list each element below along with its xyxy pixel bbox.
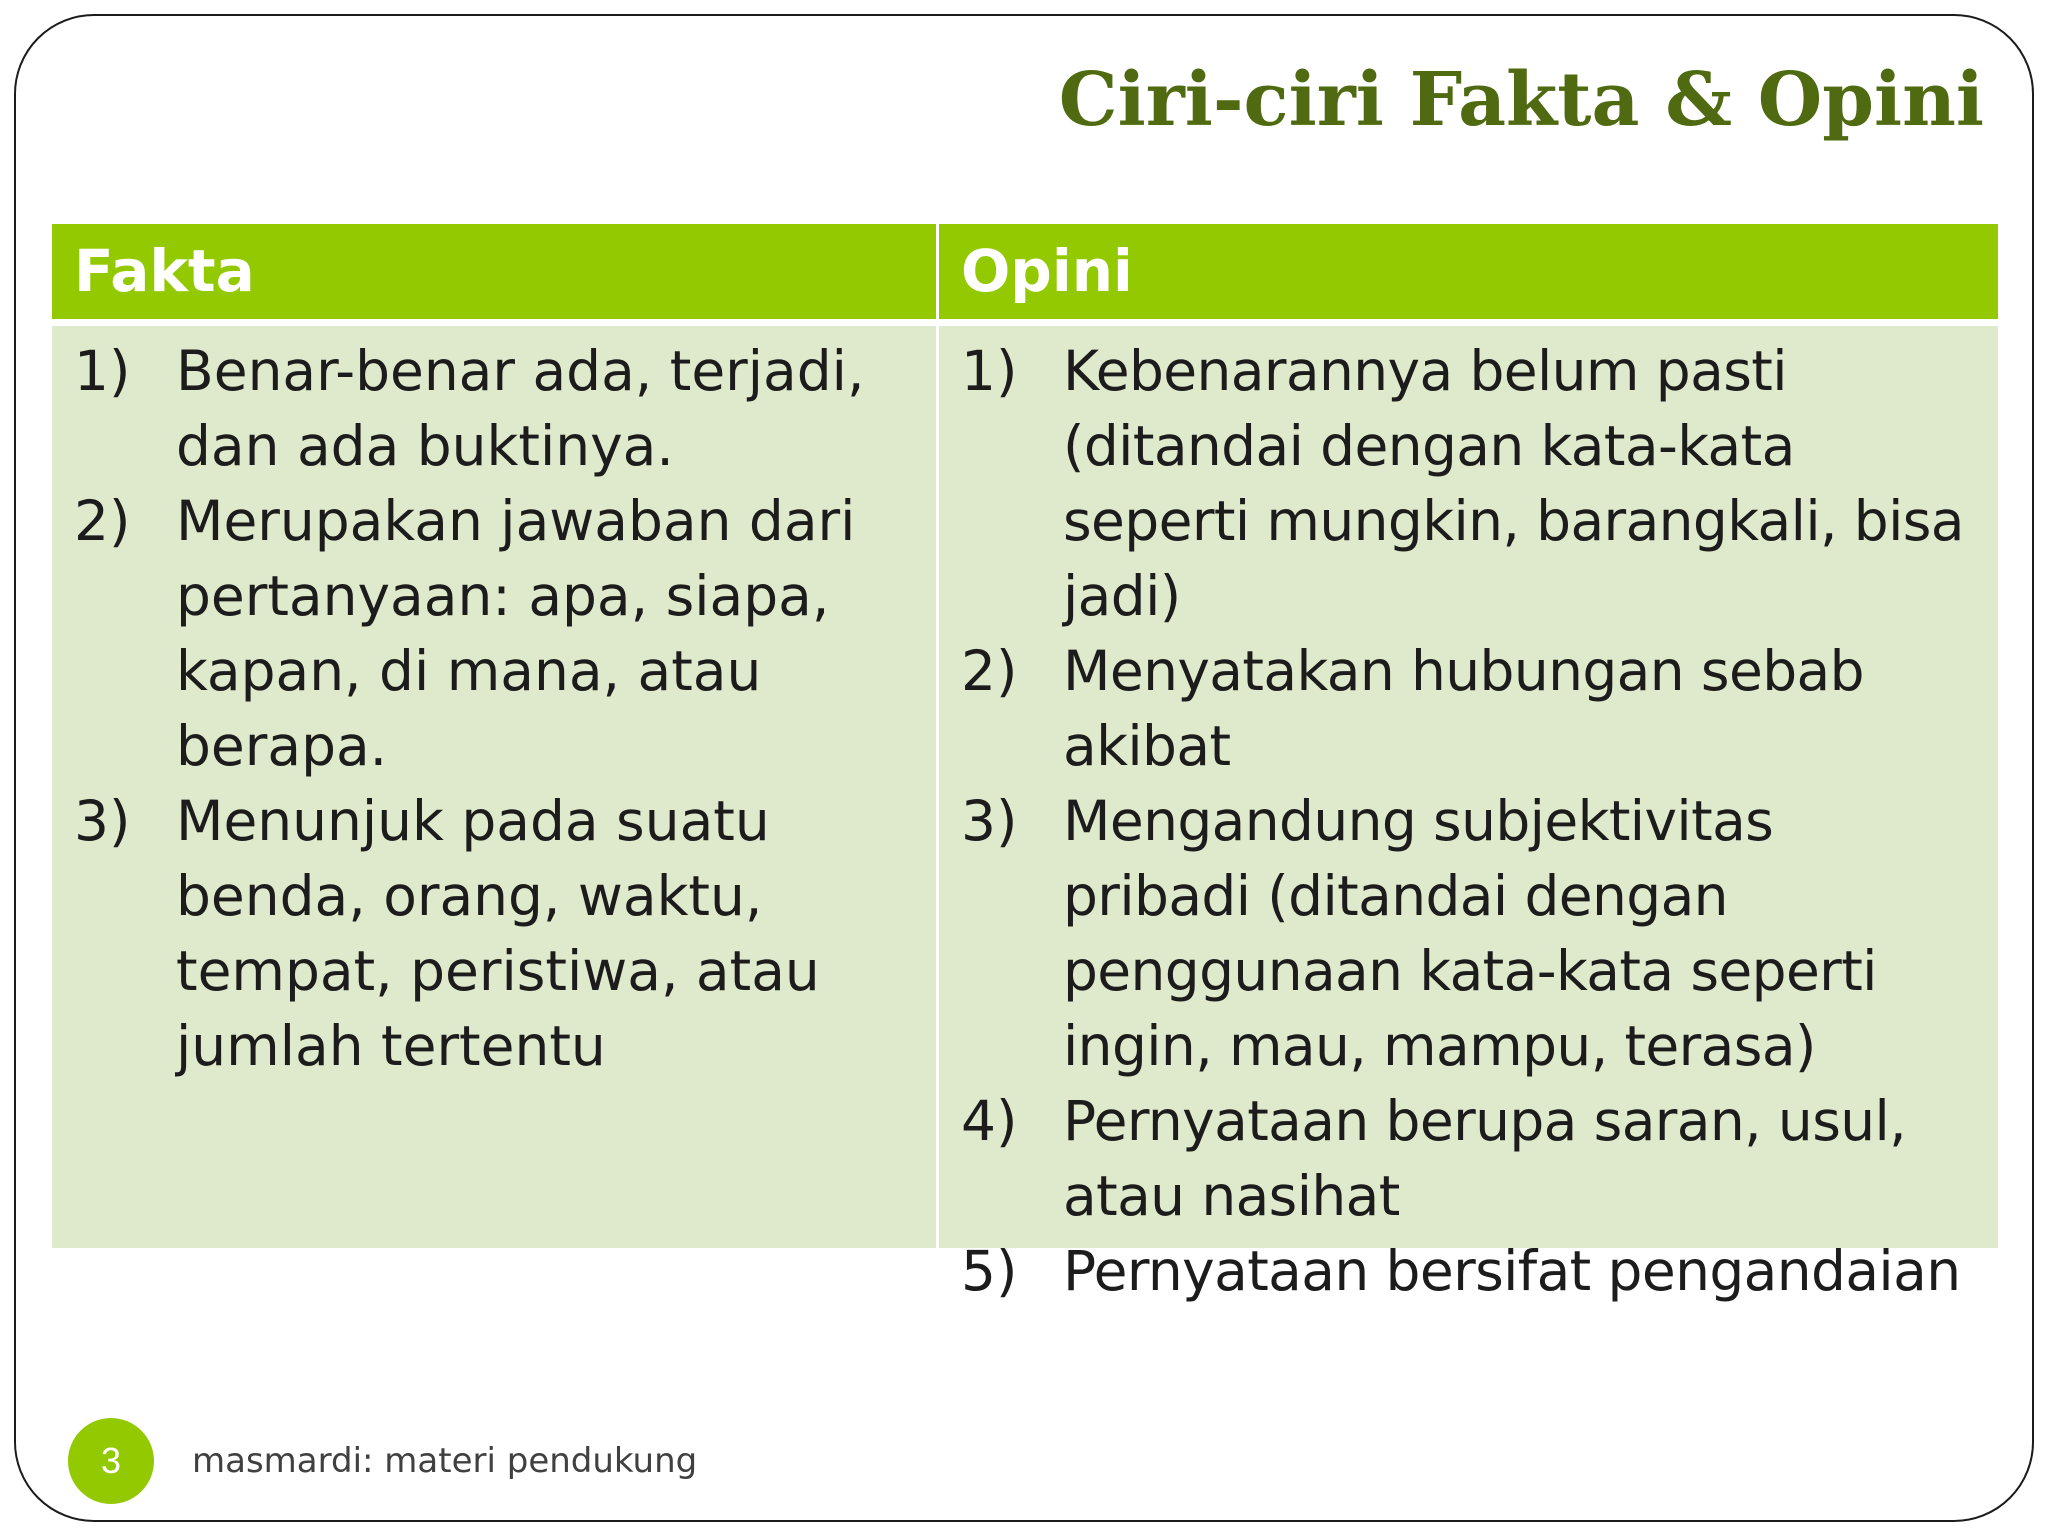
fakta-item-1-text: Benar-benar ada, terjadi, dan ada buktinya. bbox=[176, 339, 865, 478]
opini-item-5-text: Pernyataan bersifat pengandaian bbox=[1063, 1239, 1961, 1303]
fakta-cell bbox=[52, 326, 936, 1248]
opini-item-1-text: Kebenarannya belum pasti (ditandai dengan kata-kata seperti mungkin, barangkali, bisa jadi) bbox=[1063, 339, 1964, 628]
opini-item-1-number: 1) bbox=[961, 339, 1018, 403]
fakta-list bbox=[74, 334, 914, 1084]
fakta-item-2-text: Merupakan jawaban dari pertanyaan: apa, siapa, kapan, di mana, atau berapa. bbox=[176, 489, 856, 778]
slide-title: Ciri-ciri Fakta & Opini bbox=[1058, 57, 1984, 143]
fakta-item-2-number: 2) bbox=[74, 489, 131, 553]
opini-item-1 bbox=[961, 334, 1976, 634]
opini-item-5 bbox=[961, 1234, 1976, 1309]
opini-item-2 bbox=[961, 634, 1976, 784]
fakta-item-3 bbox=[74, 784, 914, 1084]
fakta-item-2 bbox=[74, 484, 914, 784]
opini-item-4-number: 4) bbox=[961, 1089, 1018, 1153]
opini-item-4 bbox=[961, 1084, 1976, 1234]
fakta-item-3-text: Menunjuk pada suatu benda, orang, waktu, tempat, peristiwa, atau jumlah tertentu bbox=[176, 789, 820, 1078]
opini-header: Opini bbox=[939, 224, 1998, 319]
fakta-item-3-number: 3) bbox=[74, 789, 131, 853]
opini-item-3-text: Mengandung subjektivitas pribadi (ditandai dengan penggunaan kata-kata seperti ingin, mau, mampu, terasa) bbox=[1063, 789, 1877, 1078]
fakta-item-1-number: 1) bbox=[74, 339, 131, 403]
opini-item-3 bbox=[961, 784, 1976, 1084]
footer-text: masmardi: materi pendukung bbox=[192, 1441, 698, 1481]
opini-item-2-text: Menyatakan hubungan sebab akibat bbox=[1063, 639, 1864, 778]
opini-cell bbox=[939, 326, 1998, 1303]
comparison-table bbox=[52, 224, 1998, 1303]
opini-item-3-number: 3) bbox=[961, 789, 1018, 853]
opini-list bbox=[961, 334, 1976, 1309]
fakta-header: Fakta bbox=[52, 224, 936, 319]
opini-item-5-number: 5) bbox=[961, 1239, 1018, 1303]
opini-item-2-number: 2) bbox=[961, 639, 1018, 703]
page-number-badge: 3 bbox=[68, 1418, 154, 1504]
opini-item-4-text: Pernyataan berupa saran, usul, atau nasihat bbox=[1063, 1089, 1907, 1228]
fakta-item-1 bbox=[74, 334, 914, 484]
